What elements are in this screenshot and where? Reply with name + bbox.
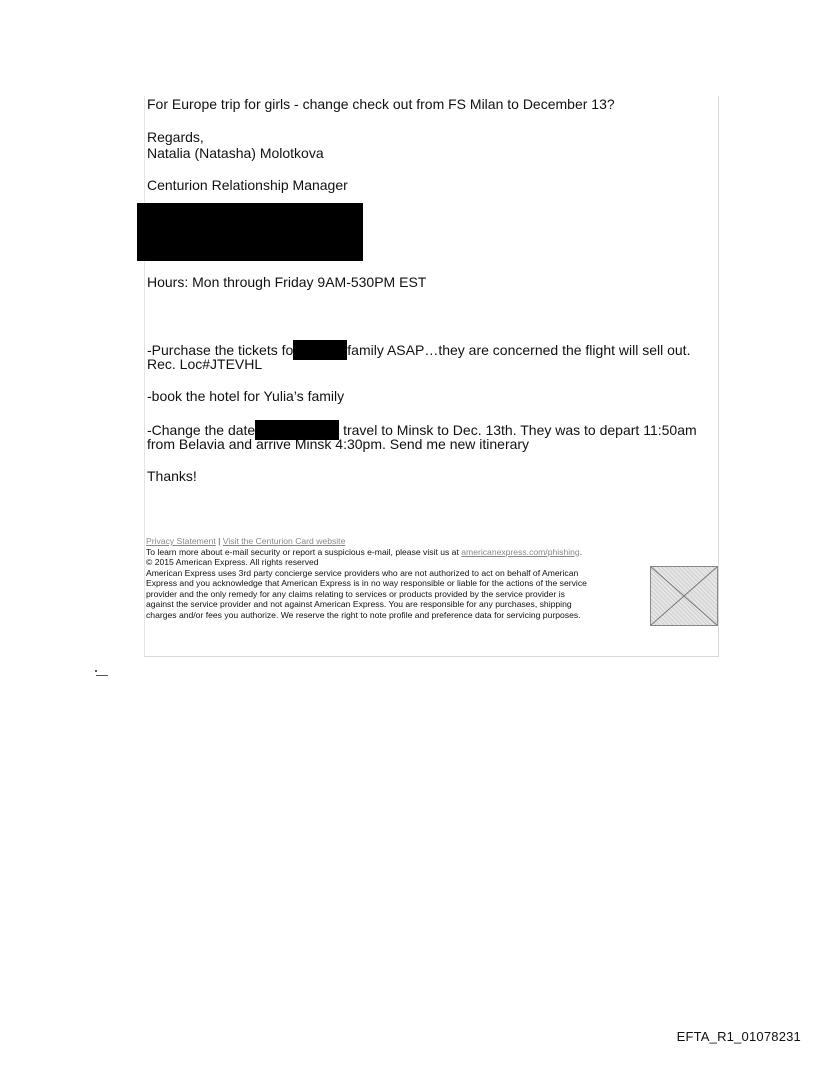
period: . xyxy=(579,546,583,557)
centurion-website-link[interactable]: Visit the Centurion Card website xyxy=(222,536,346,546)
disclaimer-line: Express and you acknowledge that American Express is in no way responsible or liable for the actions of the service xyxy=(146,578,587,588)
thanks-text: Thanks! xyxy=(147,468,197,484)
broken-image-placeholder xyxy=(650,566,718,626)
redaction-block xyxy=(137,203,363,261)
redaction-inline xyxy=(293,340,347,360)
phishing-link[interactable]: americanexpress.com/phishing xyxy=(461,546,580,557)
disclaimer-line: American Express uses 3rd party concierge service providers who are not authorized to act on behalf of American xyxy=(146,567,579,578)
disclaimer-line: charges and/or fees you authorize. We reserve the right to note profile and preference data for servicing purposes. xyxy=(146,609,581,620)
privacy-statement-link[interactable]: Privacy Statement xyxy=(146,536,216,546)
regards-text: Regards, xyxy=(147,129,204,145)
record-locator: Rec. Loc#JTEVHL xyxy=(147,356,263,372)
item3-text-start: -Change the date xyxy=(147,422,256,438)
hours-text: Hours: Mon through Friday 9AM-530PM EST xyxy=(147,274,427,290)
scan-mark xyxy=(95,670,97,672)
email-footer xyxy=(146,536,646,620)
email-subject-line: For Europe trip for girls - change check out from FS Milan to December 13? xyxy=(147,96,615,112)
copyright-text: © 2015 American Express. All rights reserved xyxy=(146,557,319,567)
disclaimer-line: provider and the only remedy for any claims relating to services or products provided by the service provider is xyxy=(146,588,565,599)
link-separator: | xyxy=(218,536,221,546)
sender-title: Centurion Relationship Manager xyxy=(147,177,348,193)
item-book-hotel: -book the hotel for Yulia’s family xyxy=(147,388,345,404)
item1-text-end: family ASAP…they are concerned the flight will sell out. xyxy=(347,342,691,358)
scan-mark xyxy=(96,675,108,676)
bates-number: EFTA_R1_01078231 xyxy=(676,1029,801,1044)
disclaimer-line: against the service provider and not against American Express. You are responsible for any purchases, shipping xyxy=(146,599,572,609)
item3-continuation: from Belavia and arrive Minsk 4:30pm. Send me new itinerary xyxy=(147,436,530,452)
security-text: To learn more about e-mail security or report a suspicious e-mail, please visit us at xyxy=(146,546,459,557)
broken-image-icon xyxy=(651,567,717,625)
item1-text-start: -Purchase the tickets fo xyxy=(147,342,294,358)
item3-text-end: travel to Minsk to Dec. 13th. They was to depart 11:50am xyxy=(343,422,697,438)
sender-name: Natalia (Natasha) Molotkova xyxy=(147,145,324,161)
